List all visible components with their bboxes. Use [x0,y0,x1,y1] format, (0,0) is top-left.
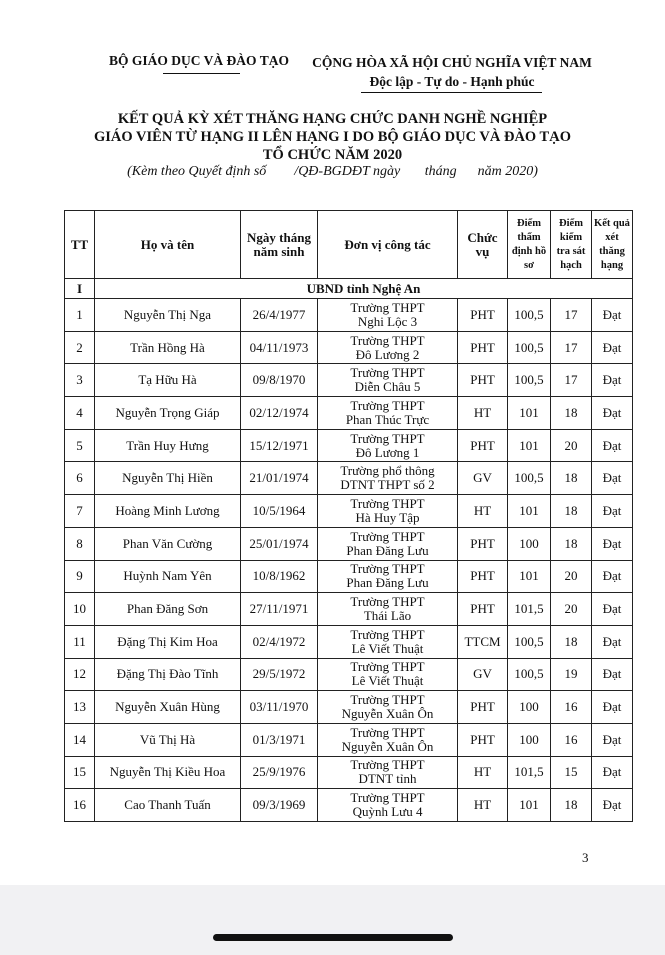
header-result: Kết quả xét thăng hạng [592,211,633,279]
row-dossier-score: 100 [508,527,551,560]
row-unit-line-2: Nguyễn Xuân Ôn [341,706,434,722]
row-unit-line-2: Diễn Châu 5 [354,379,421,395]
row-exam-score: 18 [551,462,592,495]
motto-underline [361,92,542,93]
row-exam-score: 16 [551,723,592,756]
group-row [65,279,633,299]
row-unit [318,429,458,462]
header-position: Chức vụ [458,211,508,279]
row-unit [318,560,458,593]
row-name: Đặng Thị Đào Tĩnh [95,658,241,691]
table-row [65,625,633,658]
row-tt: 4 [65,397,95,430]
row-result: Đạt [592,462,633,495]
row-result: Đạt [592,756,633,789]
row-unit-line-1: Trường phổ thông [340,463,435,479]
row-result: Đạt [592,331,633,364]
row-name: Trần Huy Hưng [95,429,241,462]
row-unit [318,495,458,528]
row-dossier-score: 100,5 [508,331,551,364]
row-exam-score: 18 [551,527,592,560]
row-position: PHT [458,331,508,364]
row-result: Đạt [592,429,633,462]
page-number: 3 [582,850,589,865]
row-exam-score: 17 [551,331,592,364]
ministry-name: BỘ GIÁO DỤC VÀ ĐÀO TẠO [109,53,289,68]
row-unit-line-2: Lê Viết Thuật [351,640,424,656]
row-tt: 14 [65,723,95,756]
row-dossier-score: 100,5 [508,625,551,658]
row-dob: 29/5/1972 [241,658,318,691]
row-unit [318,756,458,789]
row-unit [318,331,458,364]
row-exam-score: 19 [551,658,592,691]
row-tt: 1 [65,299,95,332]
row-exam-score: 18 [551,789,592,822]
row-tt: 10 [65,593,95,626]
row-unit-line-2: Đô Lương 2 [355,346,420,362]
row-exam-score: 20 [551,593,592,626]
table-row [65,789,633,822]
row-unit-line-1: Trường THPT [350,724,425,740]
row-name: Cao Thanh Tuấn [95,789,241,822]
row-tt: 2 [65,331,95,364]
row-dob: 01/3/1971 [241,723,318,756]
row-dossier-score: 101,5 [508,756,551,789]
table-row [65,723,633,756]
row-unit [318,691,458,724]
table-row [65,429,633,462]
title-line-3: TỔ CHỨC NĂM 2020 [262,147,403,163]
row-exam-score: 15 [551,756,592,789]
header-unit: Đơn vị công tác [318,211,458,279]
row-result: Đạt [592,789,633,822]
row-dossier-score: 101 [508,560,551,593]
row-unit [318,527,458,560]
row-name: Hoàng Minh Lương [95,495,241,528]
row-result: Đạt [592,658,633,691]
row-dob: 25/9/1976 [241,756,318,789]
row-dob: 02/12/1974 [241,397,318,430]
title-line-2: GIÁO VIÊN TỪ HẠNG II LÊN HẠNG I DO BỘ GIÁO DỤC VÀ ĐÀO TẠO [94,129,571,145]
row-name: Nguyễn Trọng Giáp [95,397,241,430]
header-exam-score: Điểm kiểm tra sát hạch [551,211,592,279]
row-exam-score: 20 [551,429,592,462]
row-unit-line-2: Phan Đăng Lưu [346,575,429,591]
row-dossier-score: 101 [508,429,551,462]
row-name: Nguyễn Thị Hiền [95,462,241,495]
row-position: GV [458,658,508,691]
row-unit-line-2: DTNT THPT số 2 [340,477,435,493]
row-unit [318,625,458,658]
row-dossier-score: 100,5 [508,658,551,691]
row-name: Vũ Thị Hà [95,723,241,756]
row-result: Đạt [592,364,633,397]
row-dob: 27/11/1971 [241,593,318,626]
row-dob: 02/4/1972 [241,625,318,658]
row-tt: 12 [65,658,95,691]
row-position: PHT [458,364,508,397]
row-position: GV [458,462,508,495]
row-dossier-score: 101,5 [508,593,551,626]
row-dob: 09/3/1969 [241,789,318,822]
row-name: Nguyễn Thị Kiều Hoa [95,756,241,789]
results-table [64,210,633,822]
row-unit [318,658,458,691]
row-dossier-score: 101 [508,397,551,430]
table-row [65,397,633,430]
row-result: Đạt [592,625,633,658]
row-unit [318,299,458,332]
home-indicator[interactable] [213,934,453,941]
row-unit-line-2: Lê Viết Thuật [351,673,424,689]
row-unit [318,462,458,495]
row-tt: 7 [65,495,95,528]
row-unit-line-1: Trường THPT [350,365,425,381]
row-result: Đạt [592,495,633,528]
header-dossier-score: Điểm thẩm định hồ sơ [508,211,551,279]
row-position: TTCM [458,625,508,658]
group-name: UBND tỉnh Nghệ An [95,279,633,299]
row-unit-line-1: Trường THPT [350,561,425,577]
table-row [65,299,633,332]
row-tt: 11 [65,625,95,658]
table-row [65,495,633,528]
row-dossier-score: 101 [508,495,551,528]
row-tt: 8 [65,527,95,560]
row-unit-line-2: DTNT tỉnh [358,771,417,787]
row-unit-line-1: Trường THPT [350,626,425,642]
row-name: Huỳnh Nam Yên [95,560,241,593]
row-position: PHT [458,560,508,593]
header-tt: TT [65,211,95,279]
row-position: HT [458,789,508,822]
table-row [65,691,633,724]
row-dossier-score: 100 [508,691,551,724]
title-line-1: KẾT QUẢ KỲ XÉT THĂNG HẠNG CHỨC DANH NGHỀ NGHIỆP [117,111,548,127]
row-name: Đặng Thị Kim Hoa [95,625,241,658]
row-unit-line-2: Hà Huy Tập [355,509,420,525]
row-unit-line-1: Trường THPT [350,659,425,675]
group-index: I [65,279,95,299]
row-dob: 10/8/1962 [241,560,318,593]
document-title [20,110,645,164]
table-row [65,364,633,397]
row-name: Tạ Hữu Hà [95,364,241,397]
row-result: Đạt [592,527,633,560]
table-row [65,658,633,691]
table-header-row [65,211,633,279]
row-unit-line-2: Thái Lão [363,608,412,624]
row-dob: 25/01/1974 [241,527,318,560]
row-result: Đạt [592,299,633,332]
row-unit-line-1: Trường THPT [350,495,425,511]
row-unit-line-1: Trường THPT [350,790,425,806]
row-position: PHT [458,691,508,724]
table-row [65,560,633,593]
row-unit [318,364,458,397]
document-subtitle: (Kèm theo Quyết định số /QĐ-BGDĐT ngày tháng năm 2020) [127,164,538,179]
row-tt: 15 [65,756,95,789]
national-header [302,53,602,91]
row-exam-score: 18 [551,397,592,430]
row-exam-score: 17 [551,364,592,397]
row-unit-line-2: Đô Lương 1 [355,444,420,460]
row-dossier-score: 100,5 [508,299,551,332]
row-unit [318,593,458,626]
row-position: HT [458,756,508,789]
row-dossier-score: 100,5 [508,364,551,397]
row-position: PHT [458,723,508,756]
header-dob: Ngày tháng năm sinh [241,211,318,279]
row-result: Đạt [592,560,633,593]
table-row [65,462,633,495]
row-tt: 6 [65,462,95,495]
row-name: Phan Đăng Sơn [95,593,241,626]
table-row [65,331,633,364]
row-position: PHT [458,429,508,462]
row-exam-score: 20 [551,560,592,593]
row-unit [318,789,458,822]
header-name: Họ và tên [95,211,241,279]
row-dossier-score: 100,5 [508,462,551,495]
row-name: Trần Hồng Hà [95,331,241,364]
row-dob: 04/11/1973 [241,331,318,364]
row-position: HT [458,397,508,430]
row-dob: 15/12/1971 [241,429,318,462]
row-unit-line-2: Nguyễn Xuân Ôn [341,738,434,754]
row-tt: 9 [65,560,95,593]
row-unit-line-1: Trường THPT [350,332,425,348]
national-motto: Độc lập - Tự do - Hạnh phúc [369,74,535,89]
row-result: Đạt [592,691,633,724]
table-row [65,593,633,626]
row-exam-score: 16 [551,691,592,724]
row-unit [318,723,458,756]
row-position: PHT [458,299,508,332]
row-unit-line-1: Trường THPT [350,757,425,773]
row-name: Nguyễn Thị Nga [95,299,241,332]
row-position: PHT [458,593,508,626]
row-result: Đạt [592,593,633,626]
row-exam-score: 18 [551,625,592,658]
country-name: CỘNG HÒA XÃ HỘI CHỦ NGHĨA VIỆT NAM [312,55,592,70]
row-tt: 3 [65,364,95,397]
ministry-underline [163,73,240,74]
row-dob: 03/11/1970 [241,691,318,724]
row-name: Nguyễn Xuân Hùng [95,691,241,724]
row-exam-score: 17 [551,299,592,332]
row-unit [318,397,458,430]
row-position: PHT [458,527,508,560]
row-exam-score: 18 [551,495,592,528]
row-tt: 13 [65,691,95,724]
row-dob: 21/01/1974 [241,462,318,495]
row-dossier-score: 101 [508,789,551,822]
row-name: Phan Văn Cường [95,527,241,560]
row-unit-line-1: Trường THPT [350,692,425,708]
table-row [65,527,633,560]
row-dob: 26/4/1977 [241,299,318,332]
row-unit-line-1: Trường THPT [350,528,425,544]
row-unit-line-1: Trường THPT [350,397,425,413]
row-unit-line-1: Trường THPT [350,430,425,446]
row-tt: 16 [65,789,95,822]
row-result: Đạt [592,723,633,756]
row-result: Đạt [592,397,633,430]
row-position: HT [458,495,508,528]
row-tt: 5 [65,429,95,462]
row-dossier-score: 100 [508,723,551,756]
row-dob: 09/8/1970 [241,364,318,397]
row-unit-line-2: Nghi Lộc 3 [357,313,418,329]
row-dob: 10/5/1964 [241,495,318,528]
row-unit-line-2: Phan Thúc Trực [345,411,430,427]
row-unit-line-2: Phan Đăng Lưu [346,542,429,558]
row-unit-line-1: Trường THPT [350,594,425,610]
row-unit-line-1: Trường THPT [350,299,425,315]
table-row [65,756,633,789]
row-unit-line-2: Quỳnh Lưu 4 [352,804,423,820]
